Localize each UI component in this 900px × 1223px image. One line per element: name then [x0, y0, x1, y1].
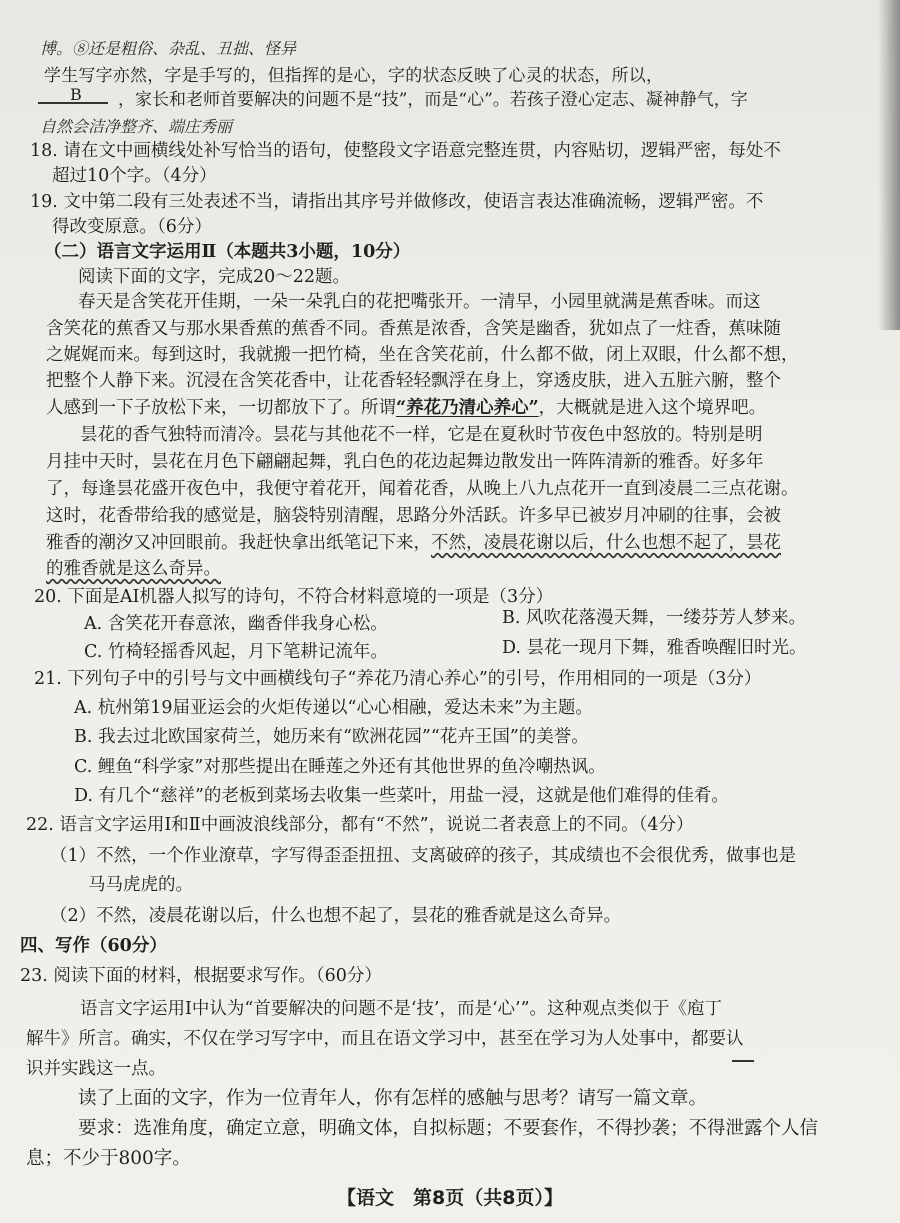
q22-item1-cont: 马马虎虎的。 — [88, 875, 193, 895]
q18-stem: 18. 请在文中画横线处补写恰当的语句，使整段文字语意完整连贯，内容贴切，逻辑严密，每处不 — [30, 141, 781, 161]
passage2-line7: 月挂中天时，昙花在月色下翩翩起舞，乳白色的花边起舞边散发出一阵阵清新的雅香。好多年 — [46, 452, 764, 472]
q19-stem-cont: 得改变原意。（6分） — [52, 217, 212, 237]
q23-requirement-line2: 要求：选准角度，确定立意，明确文体，自拟标题；不要套作，不得抄袭；不得泄露个人信 — [78, 1118, 819, 1139]
q20-option-a: A. 含笑花开春意浓，幽香伴我身心松。 — [84, 614, 388, 634]
q21-option-a: A. 杭州第19届亚运会的火炬传递以“心心相融，爱达未来”为主题。 — [74, 698, 593, 718]
q21-option-d: D. 有几个“慈祥”的老板到菜场去收集一些菜叶，用盐一浸，这就是他们难得的佳肴。 — [74, 786, 729, 806]
passage2-line2: 含笑花的蕉香又与那水果香蕉的蕉香不同。香蕉是浓香，含笑是幽香，犹如点了一炷香，蕉味随 — [46, 319, 781, 339]
q19-stem: 19. 文中第二段有三处表述不当，请指出其序号并做修改，使语言表达准确流畅，逻辑严密。不 — [30, 192, 764, 212]
q22-item2: （2）不然，凌晨花谢以后，什么也想不起了，昙花的雅香就是这么奇异。 — [50, 906, 622, 926]
q20-option-d: D. 昙花一现月下舞，雅香唤醒旧时光。 — [502, 638, 807, 658]
q21-option-c: C. 鲤鱼“科学家”对那些提出在睡莲之外还有其他世界的鱼冷嘲热讽。 — [74, 757, 606, 777]
section2-heading: （二）语言文字运用Ⅱ（本题共3小题，10分） — [44, 242, 411, 262]
wavy-underlined-text: 不然，凌晨花谢以后，什么也想不起了，昙花 — [431, 533, 781, 553]
page-footer: 【语文 第8页（共8页）】 — [337, 1187, 563, 1209]
section2-intro: 阅读下面的文字，完成20～22题。 — [78, 267, 351, 287]
q23-stem: 23. 阅读下面的材料，根据要求写作。（60分） — [20, 966, 382, 986]
q20-option-b: B. 风吹花落漫天舞，一缕芬芳人梦来。 — [502, 608, 806, 628]
q21-option-b: B. 我去过北欧国家荷兰，她历来有“欧洲花园”“花卉王国”的美誉。 — [74, 727, 589, 747]
passage1-line1: 博。⑧还是粗俗、杂乱、丑拙、怪异 — [40, 39, 297, 58]
passage2-line4: 把整个人静下来。沉浸在含笑花香中，让花香轻轻飘浮在身上，穿透皮肤，进入五脏六腑，整个 — [46, 371, 781, 391]
blank-b-label: B — [70, 85, 82, 104]
passage2-line6: 昙花的香气独特而清冷。昙花与其他花不一样，它是在夏秋时节夜色中怒放的。特别是明 — [80, 425, 763, 445]
q22-stem: 22. 语言文字运用Ⅰ和Ⅱ中画波浪线部分，都有“不然”，说说二者表意上的不同。（4分） — [26, 815, 694, 835]
q21-stem: 21. 下列句子中的引号与文中画横线句子“养花乃清心养心”的引号，作用相同的一项是（3分） — [34, 669, 762, 689]
passage2-line1: 春天是含笑花开佳期，一朵一朵乳白的花把嘴张开。一清早，小园里就满是蕉香味。而这 — [78, 292, 761, 312]
underlined-quote: “养花乃清心养心” — [396, 398, 539, 418]
q20-stem: 20. 下面是AI机器人拟写的诗句，不符合材料意境的一项是（3分） — [34, 587, 554, 607]
q23-material-line1: 语言文字运用Ⅰ中认为“首要解决的问题不是‘技’，而是‘心’”。这种观点类似于《庖丁 — [80, 999, 723, 1019]
q20-option-c: C. 竹椅轻摇香风起，月下笔耕记流年。 — [84, 642, 388, 662]
page-edge-shadow — [878, 0, 900, 330]
q22-item1: （1）不然，一个作业潦草，字写得歪歪扭扭、支离破碎的孩子，其成绩也不会很优秀，做事也是 — [50, 846, 797, 866]
q23-requirement-line3: 息；不少于800字。 — [26, 1148, 191, 1169]
passage2-line3: 之娓娓而来。每到这时，我就搬一把竹椅，坐在含笑花前，什么都不做，闭上双眼，什么都不想， — [46, 345, 799, 365]
q23-material-line2: 解牛》所言。确实，不仅在学习写字中，而且在语文学习中，甚至在学习为人处事中，都要认 — [26, 1029, 744, 1049]
q23-requirement-line1: 读了上面的文字，作为一位青年人，你有怎样的感触与思考？请写一篇文章。 — [78, 1088, 708, 1109]
section4-heading: 四、写作（60分） — [20, 936, 167, 956]
passage2-line10-a: 雅香的潮汐又冲回眼前。我赶快拿出纸笔记下来， — [46, 533, 431, 553]
passage2-line5-c: ，大概就是进入这个境界吧。 — [538, 398, 767, 418]
q18-stem-cont: 超过10个字。（4分） — [52, 166, 217, 186]
passage2-line10 — [46, 532, 781, 554]
q23-material-line3: 识并实践这一点。 — [26, 1059, 166, 1079]
passage2-line8: 了，每逢昙花盛开夜色中，我便守着花开，闻着花香，从晚上八九点花开一直到凌晨二三点花谢。 — [46, 479, 799, 499]
passage1-line2: 学生写字亦然，字是手写的，但指挥的是心，字的状态反映了心灵的状态，所以， — [44, 66, 664, 86]
passage2-line9: 这时，花香带给我的感觉是，脑袋特别清醒，思路分外活跃。许多早已被岁月冲刷的往事，会被 — [46, 506, 781, 526]
passage2-line11: 的雅香就是这么奇异。 — [46, 559, 221, 579]
passage1-line3: ，家长和老师首要解决的问题不是“技”，而是“心”。若孩子澄心定志、凝神静气，字 — [118, 90, 748, 110]
stray-mark — [732, 1060, 754, 1062]
passage2-line5-a: 人感到一下子放松下来，一切都放下了。所谓 — [46, 398, 396, 418]
passage1-line4: 自然会洁净整齐、端庄秀丽 — [40, 117, 233, 136]
passage2-line5 — [46, 397, 766, 419]
